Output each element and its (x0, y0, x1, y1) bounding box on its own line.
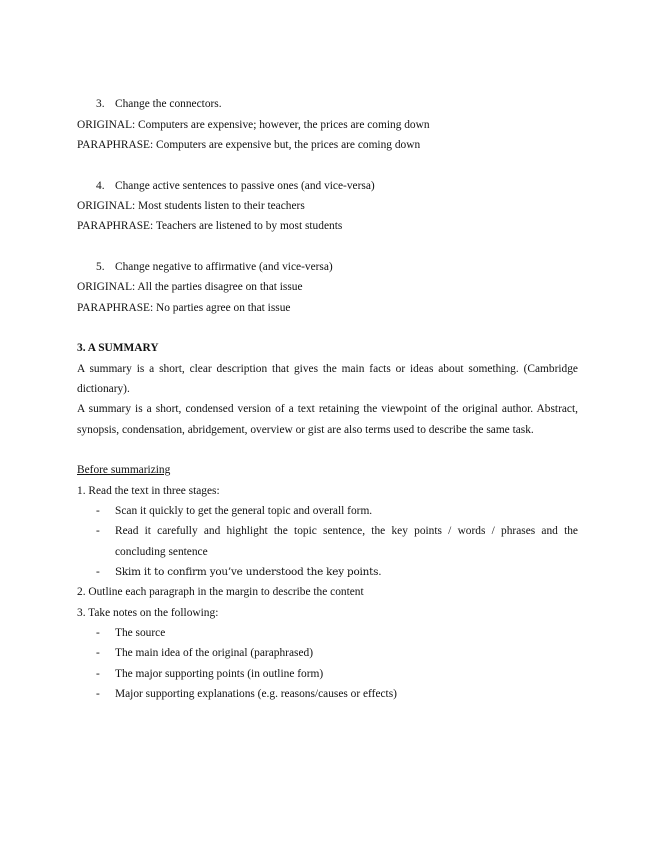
passive-paraphrase: PARAPHRASE: Teachers are listened to by most students (77, 220, 343, 232)
summary-definition-2-line-1: A summary is a short, condensed version of a text retaining the viewpoint of the original author. Abstract, (77, 403, 578, 415)
summary-definition-1-line-1: A summary is a short, clear description that gives the main facts or ideas about something. (Cambridge (77, 363, 578, 375)
bullet-dash: - (96, 627, 100, 639)
step-1-item-scan: Scan it quickly to get the general topic and overall form. (115, 505, 373, 517)
bullet-dash: - (96, 668, 100, 680)
passive-item-number: 4. (96, 180, 105, 192)
summary-definition-1-line-2: dictionary). (77, 383, 130, 395)
step-1-item-read: Read it carefully and highlight the topic sentence, the key points / words / phrases and the (115, 525, 578, 537)
bullet-dash: - (96, 525, 100, 537)
step-3-item-source: The source (115, 627, 166, 639)
step-1-item-skim: Skim it to confirm you’ve understood the key points. (115, 566, 382, 578)
negative-original: ORIGINAL: All the parties disagree on that issue (77, 281, 303, 293)
connectors-item-text: Change the connectors. (115, 98, 222, 110)
before-summarizing-heading: Before summarizing (77, 464, 171, 476)
negative-paraphrase: PARAPHRASE: No parties agree on that issue (77, 302, 291, 314)
bullet-dash: - (96, 688, 100, 700)
step-3-item-explanations: Major supporting explanations (e.g. reasons/causes or effects) (115, 688, 397, 700)
summary-heading: 3. A SUMMARY (77, 342, 159, 354)
bullet-dash: - (96, 647, 100, 659)
connectors-paraphrase: PARAPHRASE: Computers are expensive but, the prices are coming down (77, 139, 421, 151)
connectors-item-title (96, 97, 222, 111)
bullet-dash: - (96, 505, 100, 517)
negative-item-text: Change negative to affirmative (and vice-versa) (115, 261, 333, 273)
step-3-item-main-idea: The main idea of the original (paraphrased) (115, 647, 313, 659)
step-3-item-supporting-points: The major supporting points (in outline form) (115, 668, 324, 680)
passive-original: ORIGINAL: Most students listen to their teachers (77, 200, 305, 212)
step-1: 1. Read the text in three stages: (77, 485, 220, 497)
passive-item-title (96, 179, 375, 193)
negative-item-number: 5. (96, 261, 105, 273)
step-2: 2. Outline each paragraph in the margin to describe the content (77, 586, 364, 598)
step-3: 3. Take notes on the following: (77, 607, 219, 619)
connectors-item-number: 3. (96, 98, 105, 110)
connectors-original: ORIGINAL: Computers are expensive; however, the prices are coming down (77, 119, 430, 131)
negative-item-title (96, 260, 333, 274)
summary-definition-2-line-2: synopsis, condensation, abridgement, overview or gist are also terms used to describe the same task. (77, 424, 534, 436)
passive-item-text: Change active sentences to passive ones (and vice-versa) (115, 180, 375, 192)
bullet-dash: - (96, 566, 100, 578)
step-1-item-read-continued: concluding sentence (115, 546, 208, 558)
